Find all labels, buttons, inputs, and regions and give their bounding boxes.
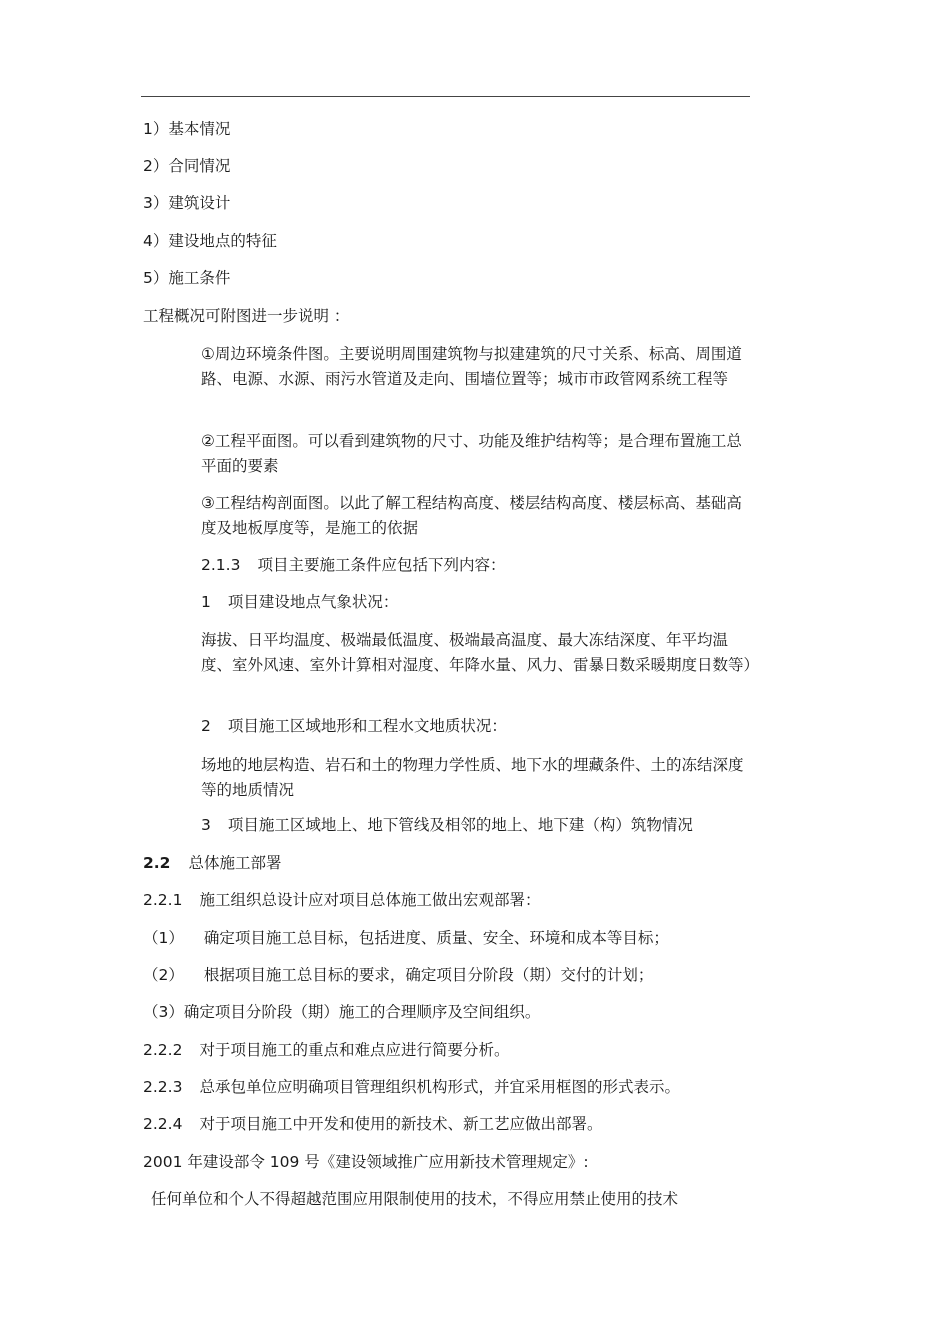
deploy-item-3: （3）确定项目分阶段（期）施工的合理顺序及空间组织。 bbox=[143, 1003, 541, 1021]
condition-2-title bbox=[201, 716, 507, 736]
section-2-2-2 bbox=[143, 1040, 509, 1060]
condition-number: 3 bbox=[201, 816, 211, 834]
section-number: 2.2.3 bbox=[143, 1078, 183, 1096]
section-2-2-4 bbox=[143, 1114, 602, 1134]
section-number: 2.2.4 bbox=[143, 1115, 183, 1133]
list-item-5: 5）施工条件 bbox=[143, 269, 231, 287]
section-2-1-3 bbox=[201, 555, 505, 575]
figure-note-3: ③工程结构剖面图。以此了解工程结构高度、楼层结构高度、楼层标高、基础高度及地板厚度等，是施工的依据 bbox=[201, 494, 742, 537]
header-rule bbox=[141, 96, 750, 97]
figure-note-1: ①周边环境条件图。主要说明周围建筑物与拟建建筑的尺寸关系、标高、周围道路、电源、水源、雨污水管道及走向、围墙位置等；城市市政管网系统工程等 bbox=[201, 345, 742, 388]
section-number: 2.2 bbox=[143, 854, 171, 872]
item-number: （2） bbox=[143, 966, 184, 984]
regulation-title: 2001 年建设部令 109 号《建设领域推广应用新技术管理规定》: bbox=[143, 1153, 589, 1171]
section-title: 总体施工部署 bbox=[188, 854, 282, 872]
section-text: 项目主要施工条件应包括下列内容： bbox=[257, 556, 506, 574]
list-item-3: 3）建筑设计 bbox=[143, 194, 231, 212]
list-item-1: 1）基本情况 bbox=[143, 120, 231, 138]
section-text: 对于项目施工的重点和难点应进行简要分析。 bbox=[199, 1041, 510, 1059]
condition-number: 1 bbox=[201, 593, 211, 611]
condition-2-body: 场地的地层构造、岩石和土的物理力学性质、地下水的埋藏条件、土的冻结深度等的地质情况 bbox=[201, 756, 744, 799]
section-number: 2.2.2 bbox=[143, 1041, 183, 1059]
section-text: 对于项目施工中开发和使用的新技术、新工艺应做出部署。 bbox=[199, 1115, 603, 1133]
item-text: 确定项目施工总目标，包括进度、质量、安全、环境和成本等目标； bbox=[203, 929, 669, 947]
deploy-item-2 bbox=[143, 965, 653, 985]
section-2-2-heading bbox=[143, 853, 281, 873]
regulation-body: 任何单位和个人不得超越范围应用限制使用的技术，不得应用禁止使用的技术 bbox=[151, 1190, 679, 1208]
section-text: 施工组织总设计应对项目总体施工做出宏观部署： bbox=[199, 891, 541, 909]
condition-1-title bbox=[201, 592, 398, 612]
section-number: 2.2.1 bbox=[143, 891, 183, 909]
condition-title: 项目建设地点气象状况： bbox=[227, 593, 399, 611]
condition-title: 项目施工区域地形和工程水文地质状况： bbox=[227, 717, 507, 735]
item-text: 根据项目施工总目标的要求，确定项目分阶段（期）交付的计划； bbox=[203, 966, 654, 984]
figure-note-2: ②工程平面图。可以看到建筑物的尺寸、功能及维护结构等；是合理布置施工总平面的要素 bbox=[201, 432, 742, 475]
condition-number: 2 bbox=[201, 717, 211, 735]
list-item-2: 2）合同情况 bbox=[143, 157, 231, 175]
item-number: （1） bbox=[143, 929, 184, 947]
section-2-2-1 bbox=[143, 890, 540, 910]
condition-title: 项目施工区域地上、地下管线及相邻的地上、地下建（构）筑物情况 bbox=[227, 816, 693, 834]
list-item-4: 4）建设地点的特征 bbox=[143, 232, 277, 250]
intro-text: 工程概况可附图进一步说明 ： bbox=[143, 307, 350, 325]
deploy-item-1 bbox=[143, 928, 669, 948]
condition-3-title bbox=[201, 815, 693, 835]
condition-1-body: 海拔、日平均温度、极端最低温度、极端最高温度、最大冻结深度、年平均温度、室外风速、室外计算相对湿度、年降水量、风力、雷暴日数采暖期度日数等） bbox=[201, 631, 760, 674]
section-text: 总承包单位应明确项目管理组织机构形式，并宜采用框图的形式表示。 bbox=[199, 1078, 680, 1096]
section-2-2-3 bbox=[143, 1077, 680, 1097]
section-number: 2.1.3 bbox=[201, 556, 241, 574]
